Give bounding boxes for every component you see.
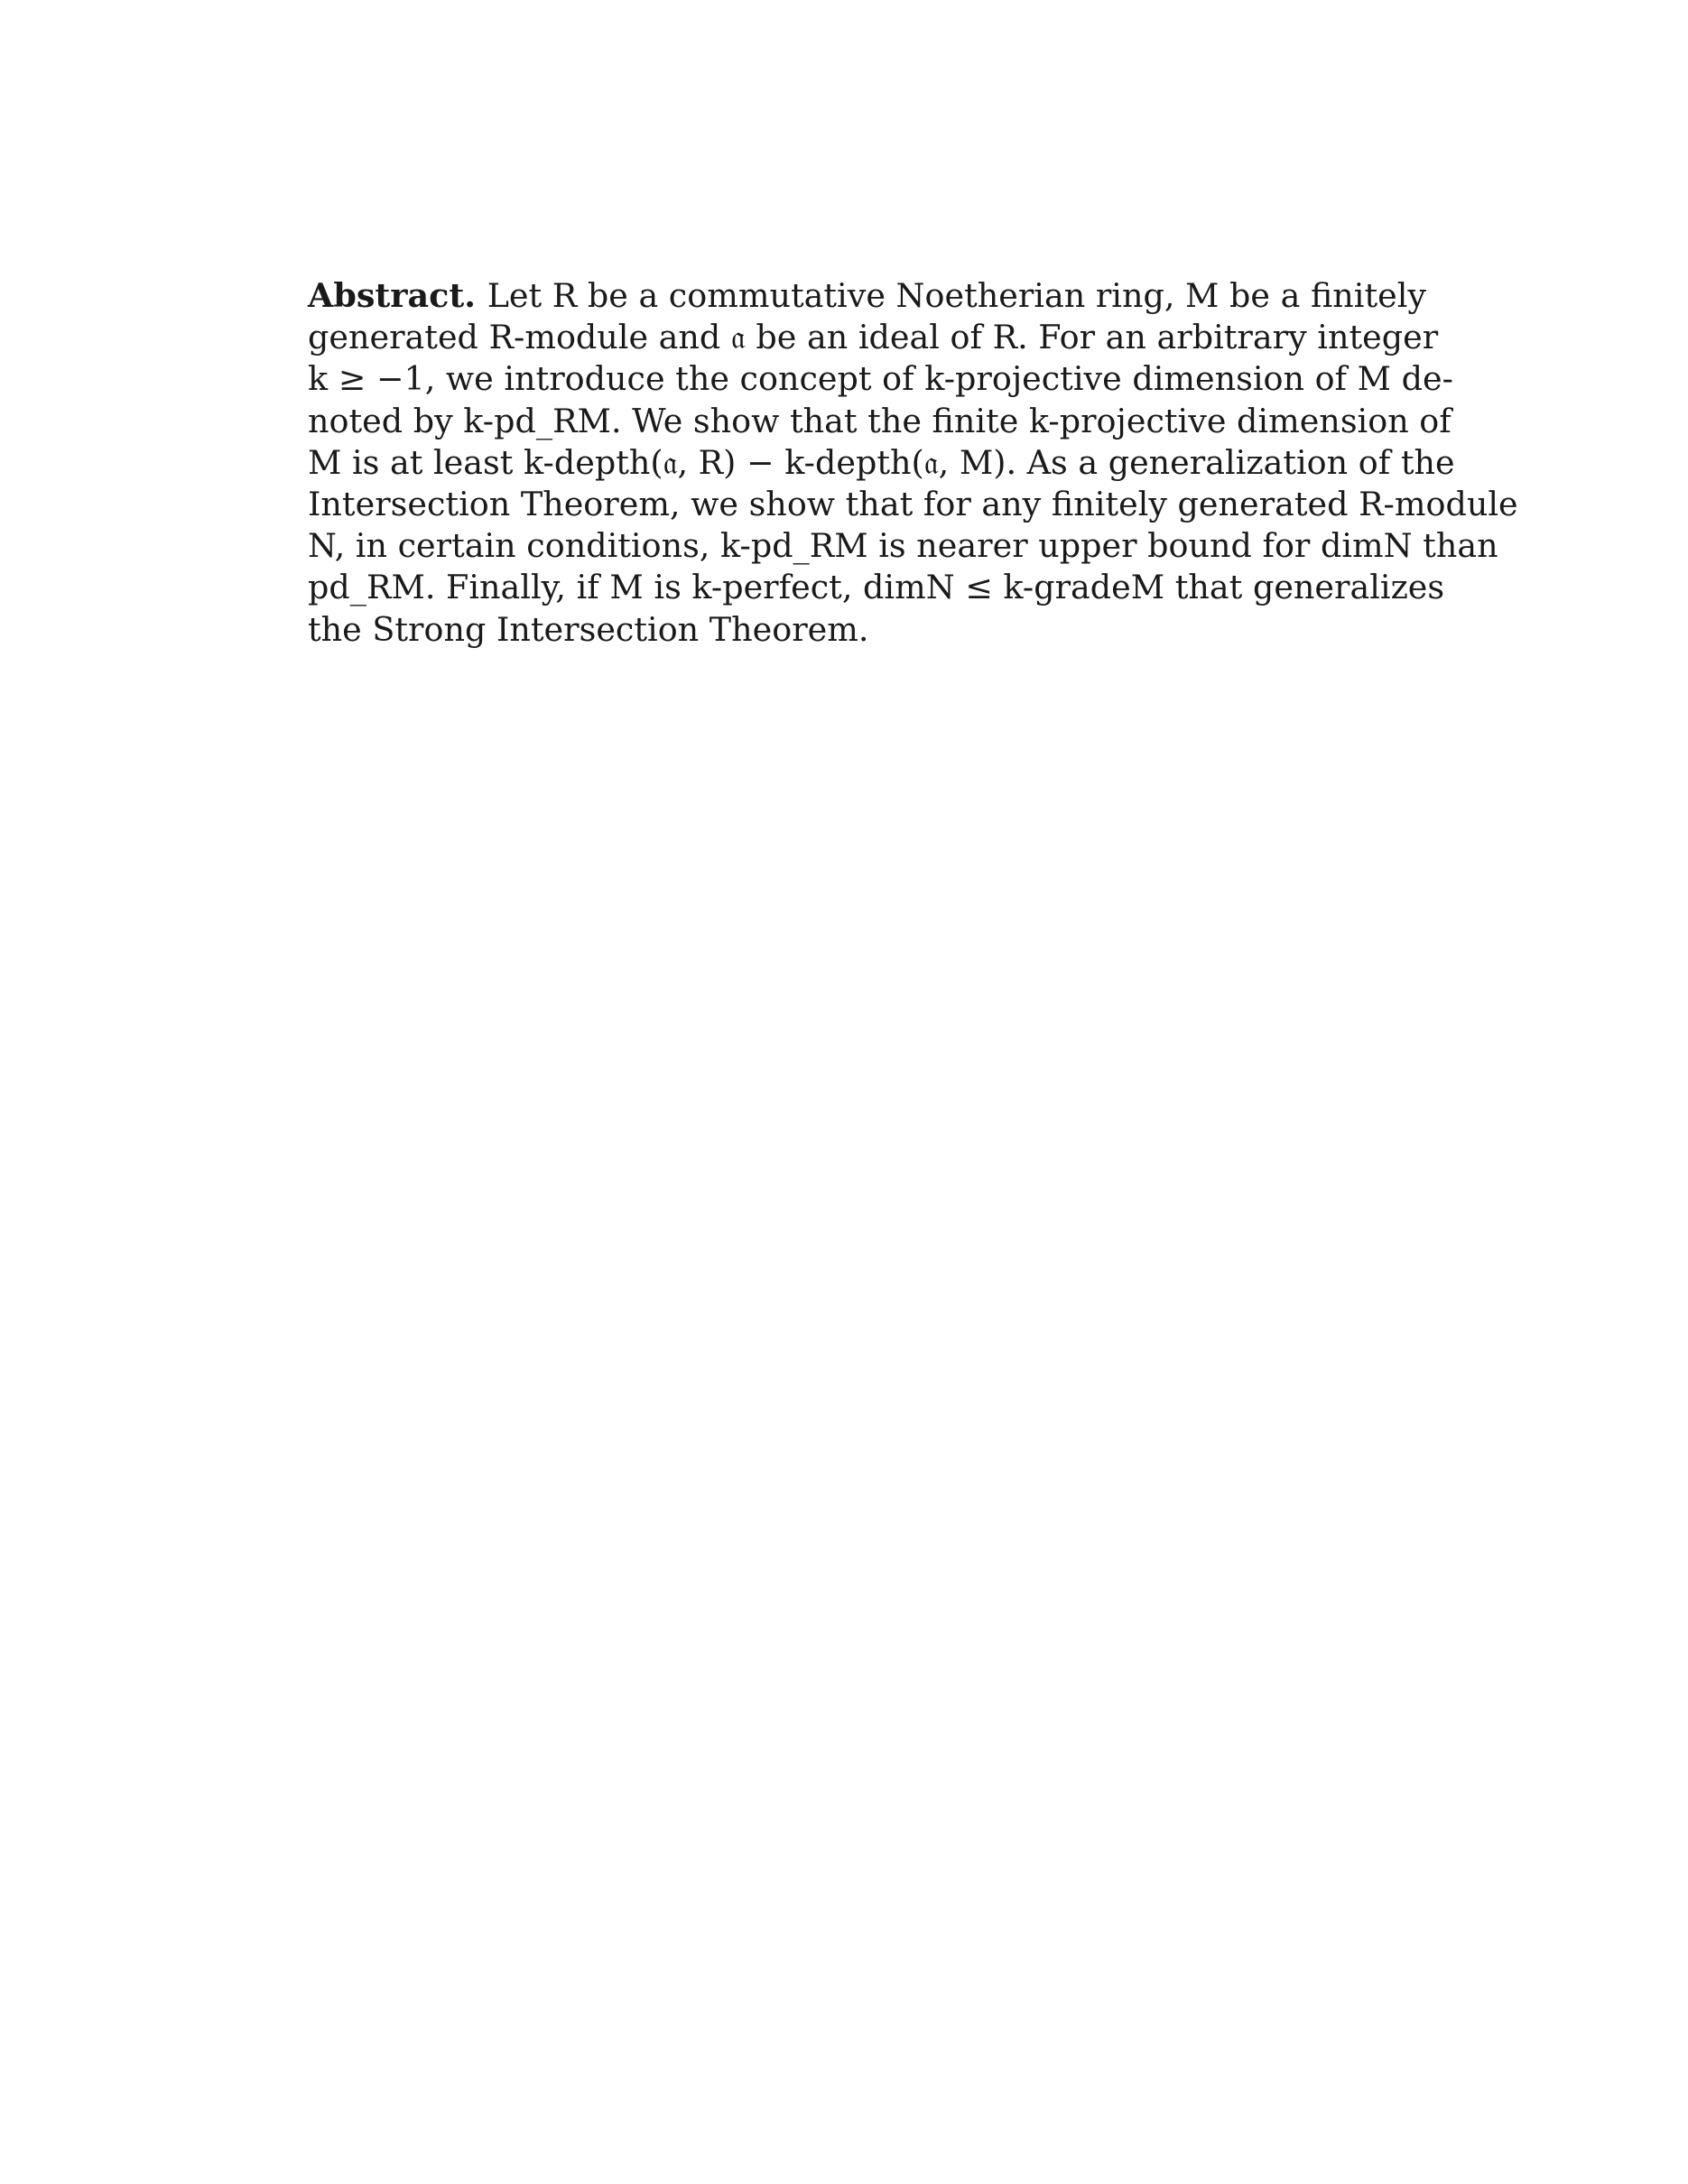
- abstract-heading: Abstract.: [308, 276, 476, 315]
- abstract-line-2: generated R-module and 𝔞 be an ideal of R. For an arbitrary integer: [308, 318, 1439, 357]
- abstract-line-5: M is at least k-depth(𝔞, R) − k-depth(𝔞, M). As a generalization of the: [308, 442, 1455, 482]
- abstract-line-8: pd_RM. Finally, if M is k-perfect, dimN ≤ k-gradeM that generalizes: [308, 568, 1445, 607]
- abstract-line-6: Intersection Theorem, we show that for any finitely generated R-module: [308, 484, 1518, 523]
- abstract-line-4: noted by k-pd_RM. We show that the finite k-projective dimension of: [308, 401, 1451, 440]
- abstract-line-7: N, in certain conditions, k-pd_RM is nearer upper bound for dimN than: [308, 526, 1498, 566]
- abstract-line-3: k ≥ −1, we introduce the concept of k-projective dimension of M de-: [308, 359, 1453, 399]
- abstract-line-1-text: Let R be a commutative Noetherian ring, M be a finitely: [487, 276, 1427, 315]
- abstract-line-1: [308, 275, 1427, 317]
- abstract-line-9: the Strong Intersection Theorem.: [308, 609, 869, 649]
- abstract-paragraph: [308, 275, 1518, 651]
